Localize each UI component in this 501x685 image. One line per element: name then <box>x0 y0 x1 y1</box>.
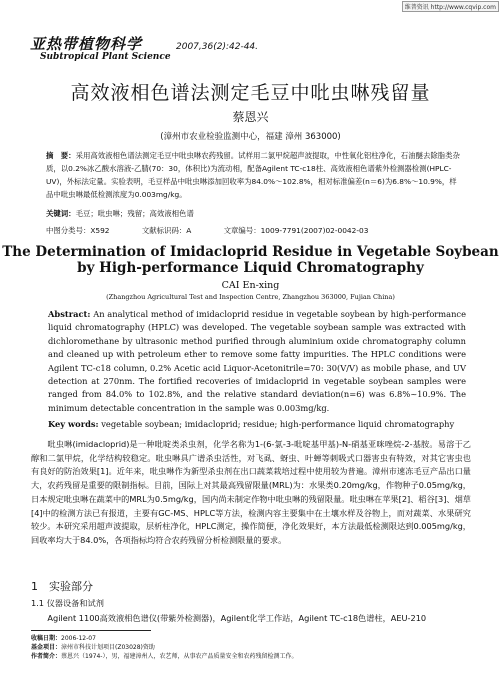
clc-number: 中图分类号：X592 <box>46 226 110 235</box>
keywords-cn <box>46 208 464 219</box>
article-number: 文章编号：1009-7791(2007)02-0042-03 <box>223 226 369 235</box>
keywords-cn-label: 关键词： <box>46 209 76 218</box>
author-cn: 蔡恩兴 <box>232 110 269 124</box>
footnote-author-label: 作者简介： <box>31 653 62 660</box>
affiliation-cn: (漳州市农业检验监测中心，福建 漳州 363000) <box>160 132 341 142</box>
abstract-cn-label: 摘 要： <box>46 151 76 160</box>
document-code: 文献标识码：A <box>141 226 192 235</box>
abstract-en-label: Abstract: <box>48 309 91 319</box>
footnote-received-value: 2006-12-07 <box>61 635 96 642</box>
keywords-en <box>48 419 466 429</box>
footnote-funding-label: 基金项目： <box>31 644 62 651</box>
affiliation-en: (Zhangzhou Agricultural Test and Inspection Centre, Zhangzhou 363000, Fujian China) <box>106 293 395 301</box>
journal-logo <box>30 36 180 62</box>
abstract-en-text: An analytical method of imidacloprid residue in vegetable soybean by high-performance liquid chromatography (HPLC) was developed. The vegetable soybean sample was extracted with dichloromethane by ultrasonic method purified through aluminium oxide chromatography column and cleaned up with petroleum ether to remove some fatty impurities. The HPLC conditions were Agilent TC-c18 column, 0.2% Acetic acid Liquor-Acetonitrile=70: 30(V/V) as mobile phase, and UV detection at 270nm. The fortified recoveries of imidacloprid in vegetable soybean samples were ranged from 84.0% to 102.8%, and the relative standard deviation(n=6) was 6.8%~10.9%. The minimum detectable concentration in the sample was 0.003mg/kg. <box>48 309 466 413</box>
journal-name-cn: 亚热带植物科学 <box>30 35 143 53</box>
journal-issue: 2007,36(2):42-44. <box>176 42 259 52</box>
footnote-author-bio <box>31 652 471 661</box>
keywords-en-text: vegetable soybean; imidacloprid; residue; high-performance liquid chromatography <box>98 419 455 429</box>
footnote-funding <box>31 643 471 652</box>
footnote-block <box>31 634 471 661</box>
abstract-cn <box>46 149 464 201</box>
footnote-divider <box>31 630 151 631</box>
keywords-cn-text: 毛豆；吡虫啉；残留；高效液相色谱 <box>75 209 194 218</box>
footnote-funding-value: 漳州市科技计划项目(Z03028)资助 <box>61 644 155 651</box>
footnote-received-label: 收稿日期： <box>31 635 62 642</box>
journal-name-en: Subtropical Plant Science <box>40 52 171 62</box>
section-heading-1: 1 实验部分 <box>31 580 93 593</box>
section-1-1-text: Agilent 1100高效液相色谱仪(带紫外检测器)，Agilent化学工作站，Agilent TC-c18色谱柱，AEU-210 <box>47 613 427 623</box>
paper-title-cn: 高效液相色谱法测定毛豆中吡虫啉残留量 <box>70 82 431 104</box>
keywords-en-label: Key words: <box>48 419 99 429</box>
classification-line <box>46 225 464 236</box>
footnote-author-value: 蔡恩兴（1974-），男，福建漳州人，农艺师，从事农产品质量安全和农药残留检测工作。 <box>61 653 298 660</box>
section-heading-1-1: 1.1 仪器设备和试剂 <box>31 598 104 608</box>
abstract-cn-text: 采用高效液相色谱法测定毛豆中吡虫啉农药残留。试样用二氯甲烷超声波提取，中性氧化铝柱净化，石油醚去除脂类杂质，以0.2%冰乙酸水溶液-乙腈(70：30，体积比)为流动相，配备Agilent TC-c18柱、高效液相色谱紫外检测器检测(HPLC-UV)，外标法定量。实验表明，毛豆样品中吡虫啉添加回收率为84.0%～102.8%，相对标准偏差(n＝6)为6.8%～10.9%，样品中吡虫啉最低检测浓度为0.003mg/kg。 <box>46 151 460 199</box>
author-en: CAI En-xing <box>221 280 280 291</box>
abstract-en <box>48 308 466 415</box>
paper-title-en: The Determination of Imidacloprid Residue in Vegetable Soybean by High-performance Liquid Chromatography <box>2 244 499 276</box>
watermark-stamp: 维普资讯 http://www.cqvip.com <box>402 1 499 12</box>
footnote-received <box>31 634 471 643</box>
introduction-paragraph: 吡虫啉(imidacloprid)是一种吡啶类杀虫剂，化学名称为1-(6-氯-3-吡啶基甲基)-N-硝基亚咪唑烷-2-基胺。易溶于乙醇和二氯甲烷，化学结构较稳定。吡虫啉具广谱杀虫活性，对飞虱、蚜虫、叶蝉等刺吸式口器害虫有特效，对其它害虫也有良好的防治效果[1]。近年来，吡虫啉作为新型杀虫剂在出口蔬菜栽培过程中使用较为普遍。漳州市速冻毛豆产品出口量大，农药残留是重要的限制指标。目前，国际上对其最高残留限量(MRL)为：水果类0.20mg/kg，作物种子0.05mg/kg，日本规定吡虫啉在蔬菜中的MRL为0.5mg/kg，国内尚未制定作物中吡虫啉的残留限量。吡虫啉在苹果[2]、稻谷[3]、烟草[4]中的检测方法已有报道，主要有GC-MS、HPLC等方法，检测内容主要集中在土壤水样及谷物上，而对蔬菜、水果研究较少。本研究采用超声波提取，层析柱净化，HPLC测定，操作简便，净化效果好，本方法最低检测限达到0.005mg/kg，回收率均大于84.0%，各项指标均符合农药残留分析检测限量的要求。 <box>31 439 471 545</box>
